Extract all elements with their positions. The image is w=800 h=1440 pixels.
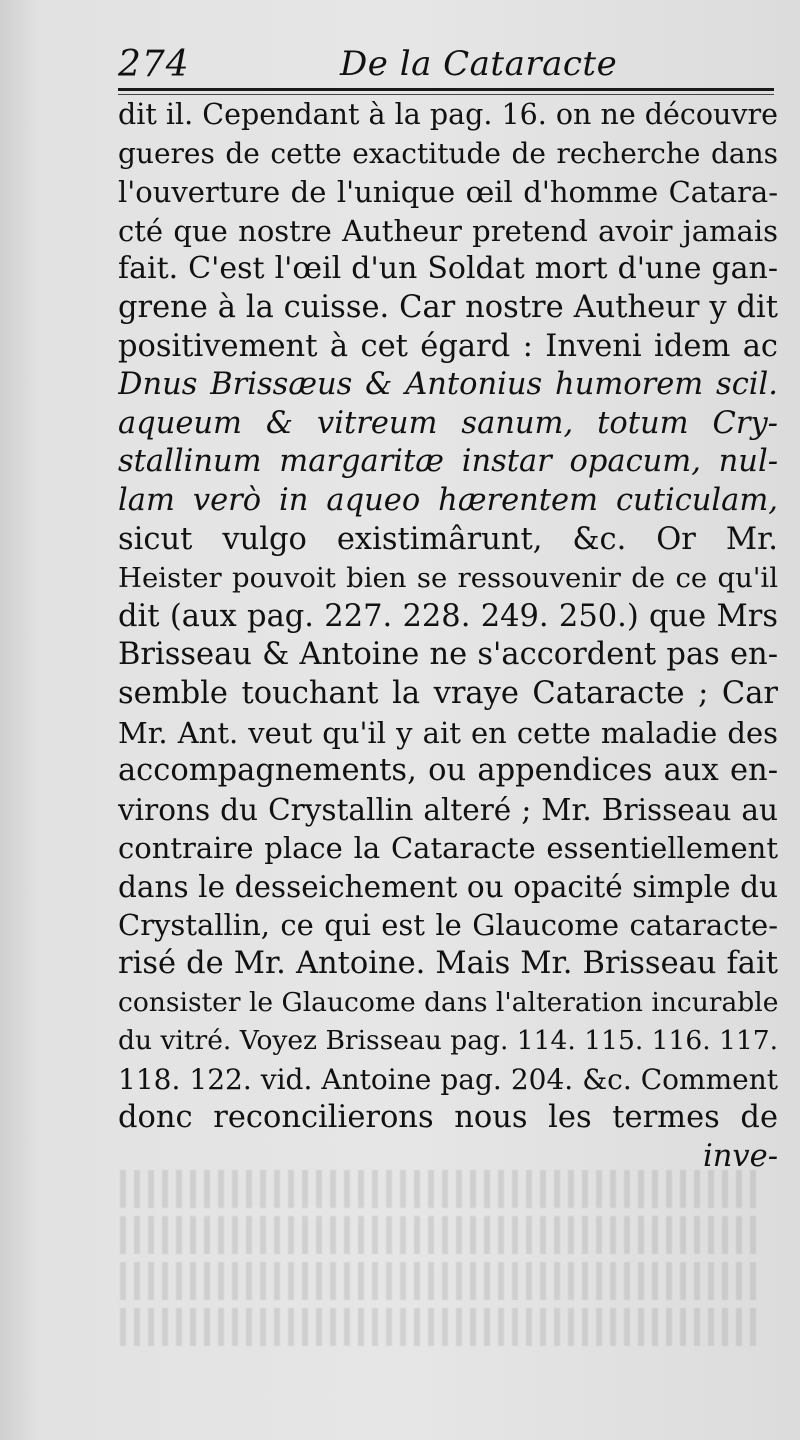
body-text <box>118 96 778 1177</box>
text-line: l'ouverture de l'unique œil d'homme Catara- <box>118 175 778 210</box>
text-line: sicut vulgo existimârunt, &c. Or Mr. <box>118 521 778 557</box>
text-line: semble touchant la vraye Cataracte ; Car <box>118 675 778 711</box>
latin-quote-line: Dnus Brissæus & Antonius humorem scil. <box>118 367 778 403</box>
page-number: 274 <box>118 44 190 85</box>
text-line: donc reconcilierons nous les termes de <box>118 1100 778 1136</box>
text-line: risé de Mr. Antoine. Mais Mr. Brisseau fait <box>118 946 778 982</box>
text-line: grene à la cuisse. Car nostre Autheur y dit <box>118 289 778 325</box>
text-line: contraire place la Cataracte essentiellement <box>118 831 778 866</box>
latin-quote-line: stallinum margaritæ instar opacum, nul- <box>118 444 778 480</box>
text-line: dans le desseichement ou opacité simple du <box>118 869 778 904</box>
page-header <box>118 44 778 84</box>
text-line: 118. 122. vid. Antoine pag. 204. &c. Comment <box>118 1062 778 1096</box>
text-line: virons du Crystallin alteré ; Mr. Brisseau au <box>118 792 778 827</box>
text-line: Crystallin, ce qui est le Glaucome cataracte- <box>118 908 778 943</box>
text-line: du vitré. Voyez Brisseau pag. 114. 115. 116. 117. <box>118 1025 778 1057</box>
text-line: Mr. Ant. veut qu'il y ait en cette maladie des <box>118 715 778 750</box>
latin-quote-line: aqueum & vitreum sanum, totum Cry- <box>118 405 778 441</box>
show-through-text <box>120 1170 760 1380</box>
text-line: accompagnements, ou appendices aux en- <box>118 753 778 789</box>
header-rule <box>118 88 774 91</box>
text-line: fait. C'est l'œil d'un Soldat mort d'une gan- <box>118 251 778 287</box>
text-line: dit (aux pag. 227. 228. 249. 250.) que Mrs <box>118 598 778 634</box>
text-line: cté que nostre Autheur pretend avoir jamais <box>118 213 778 248</box>
text-line: dit il. Cependant à la pag. 16. on ne découvre <box>118 98 778 131</box>
text-line: Brisseau & Antoine ne s'accordent pas en- <box>118 637 778 673</box>
text-line: consister le Glaucome dans l'alteration incurable <box>118 986 778 1018</box>
text-line: gueres de cette exactitude de recherche dans <box>118 136 778 170</box>
text-line: Heister pouvoit bien se ressouvenir de ce qu'il <box>118 562 778 595</box>
latin-quote-line: lam verò in aqueo hærentem cuticulam, <box>118 482 778 518</box>
text-line: positivement à cet égard : Inveni idem ac <box>118 328 778 364</box>
catchword: inve- <box>703 1139 778 1175</box>
running-head: De la Cataracte <box>340 44 618 84</box>
